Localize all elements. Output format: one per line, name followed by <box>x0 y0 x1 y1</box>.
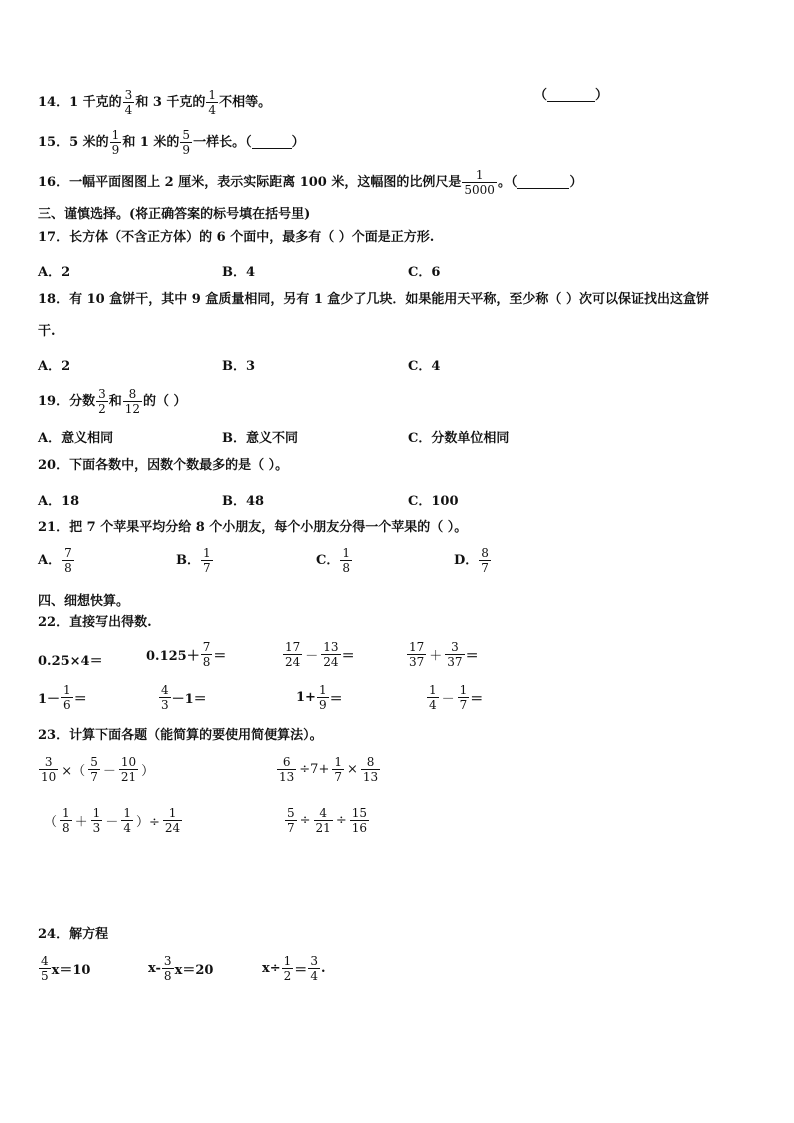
equation-24-3: x÷ $\frac{1}{2}$ ＝ $\frac{3}{4}$ . <box>262 954 326 983</box>
option-17-a[interactable]: A．2 <box>38 265 71 280</box>
question-15: 15．5 米的 $\frac{1}{9}$ 和 1 米的 $\frac{5}{9}$ 一样长。（ ） <box>38 128 305 157</box>
fraction: $\frac{1}{9}$ <box>318 683 327 712</box>
option-18-b[interactable]: B．3 <box>222 359 256 374</box>
question-21: 21．把 7 个苹果平均分给 8 个小朋友，每个小朋友分得一个苹果的（ ）。 <box>38 520 468 535</box>
question-17: 17．长方体（不含正方体）的 6 个面中，最多有（ ）个面是正方形. <box>38 230 435 245</box>
fraction: $\frac{8}{7}$ <box>481 546 489 575</box>
fraction: $\frac{10}{21}$ <box>120 755 137 784</box>
question-24: 24．解方程 <box>38 927 109 942</box>
section-3-heading: 三、谨慎选择。(将正确答案的标号填在括号里) <box>38 207 311 222</box>
fraction: $\frac{4}{21}$ <box>315 806 331 835</box>
calc-22-4: $\frac{17}{37}$ ＋ $\frac{3}{37}$ ＝ <box>409 640 479 669</box>
equation-24-2: x- $\frac{3}{8}$ x＝20 <box>148 954 214 983</box>
option-17-b[interactable]: B．4 <box>222 265 256 280</box>
option-18-c[interactable]: C．4 <box>408 359 441 374</box>
fraction: $\frac{1}{4}$ <box>429 683 437 712</box>
fraction: $\frac{13}{24}$ <box>323 640 339 669</box>
fraction: $\frac{1}{8}$ <box>62 806 70 835</box>
calc-22-2: 0.125＋ $\frac{7}{8}$ ＝ <box>146 640 227 669</box>
option-21-c[interactable]: C． $\frac{1}{8}$ <box>316 546 350 575</box>
fraction: $\frac{3}{8}$ <box>163 954 172 983</box>
fraction: $\frac{1}{5000}$ <box>464 168 495 197</box>
answer-blank-14[interactable]: （ ） <box>534 88 609 103</box>
fraction: $\frac{3}{10}$ <box>41 755 57 784</box>
fraction: $\frac{7}{8}$ <box>202 640 211 669</box>
calc-23-3: （ $\frac{1}{8}$ ＋ $\frac{1}{3}$ － $\frac{1}{4}$ ）÷ $\frac{1}{24}$ <box>44 806 181 835</box>
option-17-c[interactable]: C．6 <box>408 265 441 280</box>
fraction: $\frac{3}{4}$ <box>124 88 133 117</box>
fraction: $\frac{4}{3}$ <box>161 683 169 712</box>
fraction: $\frac{15}{16}$ <box>351 806 368 835</box>
calc-22-3: $\frac{17}{24}$ － $\frac{13}{24}$ ＝ <box>285 640 355 669</box>
answer-blank-16[interactable] <box>517 176 569 189</box>
answer-blank-15[interactable] <box>252 136 292 149</box>
calc-22-7: 1+ $\frac{1}{9}$ ＝ <box>296 683 343 712</box>
calc-23-2: $\frac{6}{13}$ ÷7+ $\frac{1}{7}$ × $\frac{8}{13}$ <box>279 755 379 784</box>
fraction: $\frac{1}{24}$ <box>164 806 181 835</box>
fraction: $\frac{1}{6}$ <box>63 683 71 712</box>
question-18-line2: 干. <box>38 324 56 339</box>
fraction: $\frac{7}{8}$ <box>64 546 72 575</box>
option-19-b[interactable]: B．意义不同 <box>222 431 298 446</box>
calc-22-8: $\frac{1}{4}$ － $\frac{1}{7}$ ＝ <box>429 683 484 712</box>
option-21-b[interactable]: B． $\frac{1}{7}$ <box>176 546 211 575</box>
fraction: $\frac{1}{3}$ <box>92 806 101 835</box>
question-20: 20．下面各数中，因数个数最多的是（ ）。 <box>38 458 289 473</box>
fraction: $\frac{1}{4}$ <box>123 806 131 835</box>
fraction: $\frac{8}{12}$ <box>124 387 141 416</box>
fraction: $\frac{5}{7}$ <box>90 755 98 784</box>
fraction: $\frac{1}{4}$ <box>208 88 217 117</box>
fraction: $\frac{1}{9}$ <box>111 128 120 157</box>
question-18-line1: 18．有 10 盒饼干，其中 9 盒质量相同，另有 1 盒少了几块．如果能用天平称，至少称（ ）次可以保证找出这盒饼 <box>38 292 709 307</box>
fraction: $\frac{6}{13}$ <box>279 755 295 784</box>
option-18-a[interactable]: A．2 <box>38 359 71 374</box>
fraction: $\frac{17}{24}$ <box>285 640 301 669</box>
fraction: $\frac{1}{8}$ <box>342 546 350 575</box>
option-20-b[interactable]: B．48 <box>222 494 265 509</box>
fraction: $\frac{5}{7}$ <box>287 806 295 835</box>
question-22: 22．直接写出得数. <box>38 615 152 630</box>
fraction: $\frac{17}{37}$ <box>409 640 425 669</box>
fraction: $\frac{1}{7}$ <box>203 546 211 575</box>
fraction: $\frac{3}{2}$ <box>98 387 106 416</box>
equation-24-1: $\frac{4}{5}$ x＝10 <box>41 954 91 983</box>
question-19: 19．分数 $\frac{3}{2}$ 和 $\frac{8}{12}$ 的（ ） <box>38 387 187 416</box>
question-16: 16．一幅平面图图上 2 厘米，表示实际距离 100 米，这幅图的比例尺是 $\frac{1}{5000}$ 。（ ） <box>38 168 583 197</box>
fraction: $\frac{1}{2}$ <box>283 954 292 983</box>
option-19-a[interactable]: A．意义相同 <box>38 431 114 446</box>
blank-line[interactable] <box>547 89 595 102</box>
fraction: $\frac{1}{7}$ <box>334 755 342 784</box>
calc-22-6: $\frac{4}{3}$ －1＝ <box>161 683 207 712</box>
fraction: $\frac{8}{13}$ <box>362 755 379 784</box>
question-23: 23．计算下面各题（能简算的要使用简便算法）。 <box>38 728 323 743</box>
fraction: $\frac{4}{5}$ <box>41 954 49 983</box>
question-14: 14．1 千克的 $\frac{3}{4}$ 和 3 千克的 $\frac{1}{4}$ 不相等。 <box>38 88 272 117</box>
calc-22-5: 1－ $\frac{1}{6}$ ＝ <box>38 683 87 712</box>
option-20-c[interactable]: C．100 <box>408 494 459 509</box>
fraction: $\frac{5}{9}$ <box>182 128 191 157</box>
option-19-c[interactable]: C．分数单位相同 <box>408 431 510 446</box>
option-20-a[interactable]: A．18 <box>38 494 80 509</box>
section-4-heading: 四、细想快算。 <box>38 594 130 609</box>
calc-22-1: 0.25×4＝ <box>38 654 103 669</box>
option-21-a[interactable]: A． $\frac{7}{8}$ <box>38 546 72 575</box>
fraction: $\frac{3}{37}$ <box>447 640 463 669</box>
fraction: $\frac{3}{4}$ <box>310 954 318 983</box>
calc-23-4: $\frac{5}{7}$ ÷ $\frac{4}{21}$ ÷ $\frac{15}{16}$ <box>287 806 368 835</box>
calc-23-1: $\frac{3}{10}$ ×（ $\frac{5}{7}$ － $\frac{10}{21}$ ） <box>41 755 155 784</box>
fraction: $\frac{1}{7}$ <box>459 683 468 712</box>
option-21-d[interactable]: D． $\frac{8}{7}$ <box>454 546 489 575</box>
